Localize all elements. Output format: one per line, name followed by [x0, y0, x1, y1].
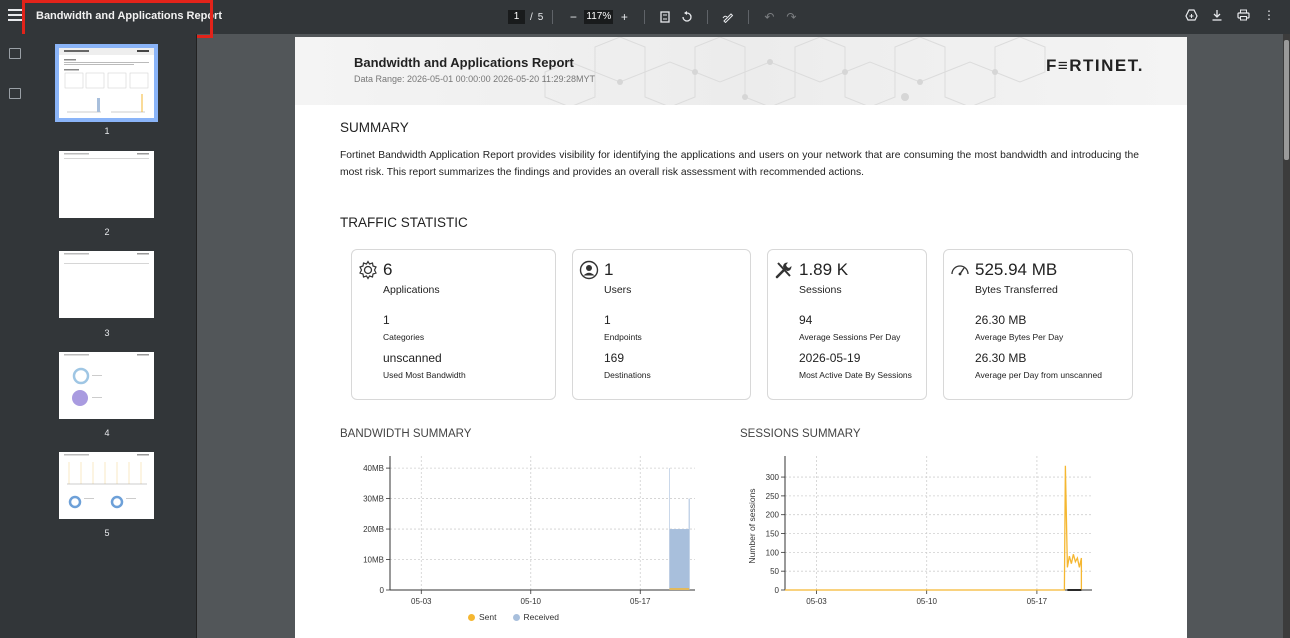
avg-unscanned-value: 26.30 MB	[975, 351, 1027, 365]
thumbnails-icon[interactable]	[9, 48, 21, 59]
y-tick-label: 200	[765, 510, 779, 520]
stat-card-applications	[351, 249, 556, 400]
user-icon	[579, 260, 599, 280]
bandwidth-legend	[468, 612, 559, 622]
avg-bytes-value: 26.30 MB	[975, 313, 1027, 327]
divider	[644, 10, 645, 24]
document-title: Bandwidth and Applications Report	[36, 10, 222, 22]
destinations-count: 169	[604, 351, 625, 365]
zoom-out-icon[interactable]: −	[569, 10, 577, 24]
page-number-input[interactable]: 1	[508, 10, 525, 24]
categories-count: 1	[383, 313, 390, 327]
vertical-scrollbar[interactable]	[1283, 34, 1290, 638]
received-area	[670, 529, 690, 590]
y-tick-label: 20MB	[363, 525, 384, 535]
annotate-icon[interactable]	[721, 10, 735, 24]
avg-bytes-label: Average Bytes Per Day	[975, 332, 1064, 342]
y-tick-label: 250	[765, 491, 779, 501]
x-tick-label: 05-03	[806, 597, 827, 606]
applications-count: 6	[383, 260, 393, 279]
avg-sessions-label: Average Sessions Per Day	[799, 332, 901, 342]
legend-sent-label: Sent	[479, 612, 497, 622]
legend-received-swatch	[513, 614, 520, 621]
sessions-label: Sessions	[799, 284, 842, 296]
traffic-heading: TRAFFIC STATISTIC	[340, 215, 468, 230]
y-tick-label: 30MB	[363, 494, 384, 504]
gear-icon	[358, 260, 378, 280]
sessions-summary-heading: SESSIONS SUMMARY	[740, 428, 861, 440]
sessions-count: 1.89 K	[799, 260, 849, 279]
y-tick-label: 300	[765, 473, 779, 483]
redo-icon[interactable]: ↷	[786, 10, 797, 24]
avg-sessions-value: 94	[799, 313, 813, 327]
thumbnail-label: 5	[104, 528, 110, 538]
x-tick-label: 05-10	[520, 597, 542, 606]
thumbnail-sidebar	[0, 34, 197, 638]
avg-unscanned-label: Average per Day from unscanned	[975, 370, 1102, 380]
x-tick-label: 05-17	[630, 597, 651, 606]
y-tick-label: 0	[774, 586, 779, 595]
bytes-transferred-value: 525.94 MB	[975, 260, 1058, 279]
bandwidth-summary-heading: BANDWIDTH SUMMARY	[340, 428, 472, 440]
thumbnail-label: 4	[104, 428, 110, 438]
more-options-icon[interactable]: ⋮	[1263, 8, 1275, 22]
undo-icon[interactable]: ↶	[764, 10, 775, 24]
thumbnail-label: 2	[104, 227, 110, 237]
y-tick-label: 10MB	[363, 555, 384, 565]
categories-label: Categories	[383, 332, 425, 342]
applications-label: Applications	[383, 284, 440, 296]
stat-card-sessions	[767, 249, 927, 400]
y-tick-label: 50	[770, 567, 779, 577]
summary-heading: SUMMARY	[340, 120, 409, 135]
thumbnail-page-4[interactable]	[59, 352, 154, 419]
most-active-date: 2026-05-19	[799, 351, 861, 365]
x-tick-label: 05-03	[411, 597, 432, 606]
y-tick-label: 150	[765, 529, 779, 539]
scrollbar-thumb[interactable]	[1284, 40, 1289, 160]
thumbnail-page-1[interactable]	[59, 48, 154, 118]
report-data-range: Data Range: 2026-05-01 00:00:00 2026-05-20 11:29:28MYT	[354, 74, 596, 84]
most-active-date-label: Most Active Date By Sessions	[799, 370, 912, 380]
outline-icon[interactable]	[9, 88, 21, 99]
legend-received-label: Received	[523, 612, 559, 622]
toolbar-actions	[1178, 8, 1282, 22]
endpoints-label: Endpoints	[604, 332, 642, 342]
page-controls	[508, 8, 802, 26]
total-pages: 5	[537, 11, 544, 23]
zoom-in-icon[interactable]: +	[620, 10, 628, 24]
y-tick-label: 40MB	[363, 464, 384, 474]
sessions-chart	[735, 447, 1115, 612]
summary-text: Fortinet Bandwidth Application Report provides visibility for identifying the applications and users on your network that are consuming the most bandwidth and introducing the most risk. This report summarizes the findings and provides an overall risk assessment with recommended actions.	[340, 150, 1139, 178]
divider	[552, 10, 553, 24]
drive-save-icon[interactable]	[1184, 8, 1198, 22]
report-title: Bandwidth and Applications Report	[354, 55, 574, 70]
zoom-input[interactable]: 117%	[584, 10, 613, 24]
users-count: 1	[604, 260, 614, 279]
thumbnail-page-5[interactable]	[59, 452, 154, 519]
endpoints-count: 1	[604, 313, 611, 327]
y-axis-label: Number of sessions	[747, 488, 757, 564]
legend-sent-swatch	[468, 614, 475, 621]
thumbnail-page-2[interactable]	[59, 151, 154, 218]
wrench-icon	[774, 260, 794, 280]
thumbnail-page-3[interactable]	[59, 251, 154, 318]
bytes-transferred-label: Bytes Transferred	[975, 284, 1058, 296]
menu-icon[interactable]	[8, 9, 22, 23]
speedometer-icon	[950, 260, 970, 280]
report-banner	[295, 37, 1187, 105]
thumbnail-label: 1	[104, 126, 110, 136]
destinations-label: Destinations	[604, 370, 651, 380]
divider	[707, 10, 708, 24]
stat-card-users	[572, 249, 751, 400]
most-bandwidth-app: unscanned	[383, 351, 442, 365]
divider	[748, 10, 749, 24]
bandwidth-chart	[340, 447, 720, 612]
x-tick-label: 05-17	[1026, 597, 1048, 606]
y-tick-label: 0	[379, 586, 384, 595]
download-icon[interactable]	[1210, 8, 1224, 22]
rotate-icon[interactable]	[680, 10, 694, 24]
fit-page-icon[interactable]	[658, 10, 672, 24]
stat-card-bytes	[943, 249, 1133, 400]
y-tick-label: 100	[765, 548, 779, 558]
users-label: Users	[604, 284, 632, 296]
x-tick-label: 05-10	[916, 597, 937, 606]
thumbnail-label: 3	[104, 328, 110, 338]
print-icon[interactable]	[1236, 8, 1250, 22]
fortinet-logo: F≡RTINET.	[1045, 56, 1144, 75]
pdf-page	[295, 37, 1187, 638]
page-separator: /	[530, 11, 533, 23]
title-highlight-box	[22, 0, 213, 38]
most-bandwidth-label: Used Most Bandwidth	[383, 370, 466, 380]
